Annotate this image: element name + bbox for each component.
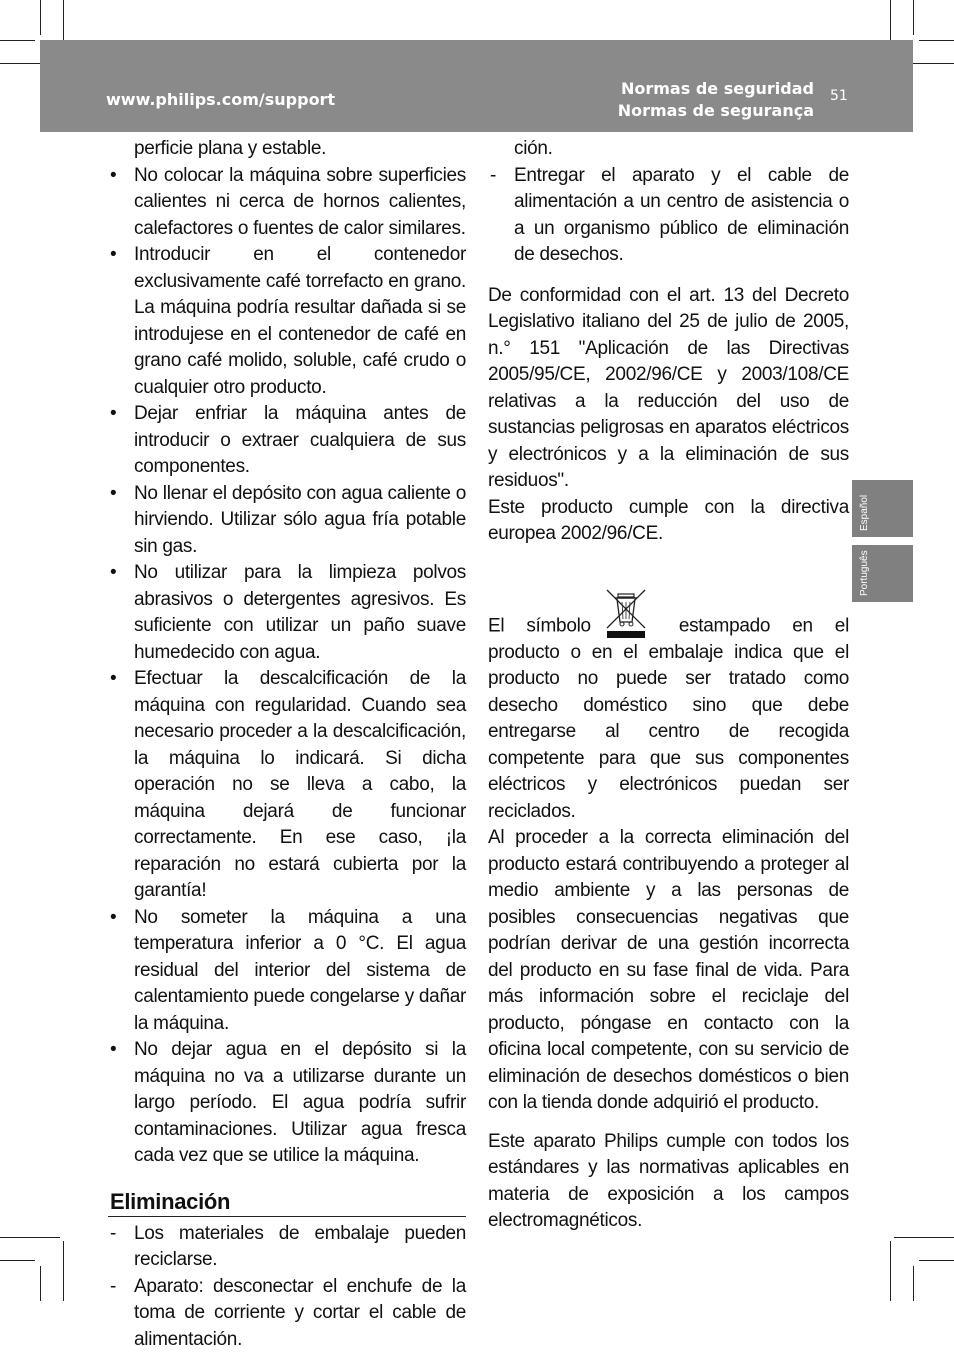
list-item-text: No colocar la máquina sobre superficies calientes ni cerca de hornos calientes, calefactores o fuentes de calor similares. <box>134 165 466 239</box>
weee-bin-icon <box>601 586 651 640</box>
list-item-text: Introducir en el contenedor exclusivamente café torrefacto en grano. La máquina podría resultar dañada si se introdujese en el contenedor de café en grano café molido, soluble, café crudo o cualquier otro producto. <box>134 244 466 398</box>
tab-label: Português <box>859 550 870 596</box>
tab-espanol <box>852 480 913 537</box>
list-marker: • <box>110 401 116 428</box>
bullet-item <box>108 163 466 243</box>
crop-mark <box>913 1266 914 1301</box>
list-marker: - <box>110 1221 116 1248</box>
list-marker: • <box>110 481 116 508</box>
disposal-list-cont <box>488 163 849 269</box>
list-item-text: No utilizar para la limpieza polvos abrasivos o detergentes agresivos. Es suficiente con utilizar un paño suave humedecido con agua. <box>134 562 466 663</box>
crop-mark <box>913 0 914 35</box>
dash-item <box>488 163 849 269</box>
tab-portugues <box>852 545 913 602</box>
left-column <box>108 136 466 1353</box>
list-marker: - <box>110 1274 116 1301</box>
crop-mark <box>0 40 35 41</box>
header-title-es: Normas de seguridad <box>618 78 814 100</box>
dash-item <box>108 1221 466 1274</box>
crop-mark <box>919 1260 954 1261</box>
continuation-text: perficie plana y estable. <box>108 136 466 163</box>
list-marker: • <box>110 560 116 587</box>
dash-item <box>108 1274 466 1353</box>
symbol-text-end: estampado en el producto o en el embalaje indica que el producto no puede ser tratado como desecho doméstico sino que debe entregarse al centro de recogida competente para que sus componentes eléctricos y electrónicos puedan ser reciclados. <box>488 615 849 822</box>
bullet-item <box>108 481 466 561</box>
crop-mark <box>0 1237 60 1238</box>
bullet-item <box>108 905 466 1038</box>
section-title: Eliminación <box>108 1188 466 1217</box>
list-item-text: Dejar enfriar la máquina antes de introducir o extraer cualquiera de sus componentes. <box>134 403 466 477</box>
crop-mark <box>890 1241 891 1301</box>
list-marker: • <box>110 905 116 932</box>
page-number: 51 <box>830 88 848 104</box>
header-title <box>618 78 814 122</box>
list-marker: • <box>110 163 116 190</box>
list-item-text: Los materiales de embalaje pueden reciclarse. <box>134 1223 466 1271</box>
tab-label: Español <box>859 495 870 531</box>
bullet-item <box>108 560 466 666</box>
list-item-text: No someter la máquina a una temperatura inferior a 0 °C. El agua residual del interior del sistema de calentamiento puede congelarse y dañar la máquina. <box>134 907 466 1034</box>
continuation-text: ción. <box>488 136 849 163</box>
crop-mark <box>63 1241 64 1301</box>
crop-mark <box>0 1260 35 1261</box>
right-column <box>488 136 849 1235</box>
crop-mark <box>40 0 41 35</box>
list-item-text: Aparato: desconectar el enchufe de la toma de corriente y cortar el cable de alimentación. <box>134 1276 466 1350</box>
paragraph-decree: De conformidad con el art. 13 del Decreto Legislativo italiano del 25 de julio de 2005, n.° 151 "Aplicación de las Directivas 2005/95/CE, 2002/96/CE y 2003/108/CE relativas a la reducción del uso de sustancias peligrosas en aparatos eléctricos y electrónicos y a la eliminación de sus residuos". <box>488 283 849 495</box>
list-item-text: Efectuar la descalcificación de la máquina con regularidad. Cuando sea necesario proceder a la descalcificación, la máquina lo indicará. Si dicha operación no se lleva a cabo, la máquina dejará de funcionar correctamente. En ese caso, ¡la reparación no estará cubierta por la garantía! <box>134 668 466 901</box>
disposal-list <box>108 1221 466 1353</box>
list-item-text: Entregar el aparato y el cable de alimentación a un centro de asistencia o a un organismo público de eliminación de desechos. <box>514 165 849 266</box>
bullet-item <box>108 1037 466 1170</box>
bullet-item <box>108 666 466 905</box>
support-url: www.philips.com/support <box>106 90 335 109</box>
list-marker: - <box>490 163 496 190</box>
header-title-pt: Normas de segurança <box>618 100 814 122</box>
safety-list <box>108 163 466 1170</box>
list-item-text: No llenar el depósito con agua caliente o hirviendo. Utilizar sólo agua fría potable sin gas. <box>134 483 466 557</box>
list-marker: • <box>110 666 116 693</box>
paragraph-environment: Al proceder a la correcta eliminación del producto estará contribuyendo a proteger al medio ambiente y a las personas de posibles consecuencias negativas que podrían derivar de una gestión incorrecta del producto en su fase final de vida. Para más información sobre el reciclaje del producto, póngase en contacto con la oficina local competente, con su servicio de eliminación de desechos domésticos o bien con la tienda donde adquirió el producto. <box>488 825 849 1117</box>
list-marker: • <box>110 242 116 269</box>
crop-mark <box>919 40 954 41</box>
paragraph-emf: Este aparato Philips cumple con todos los estándares y las normativas aplicables en materia de exposición a los campos electromagnéticos. <box>488 1129 849 1235</box>
list-item-text: No dejar agua en el depósito si la máquina no va a utilizarse durante un largo período. El agua podría sufrir contaminaciones. Utilizar agua fresca cada vez que se utilice la máquina. <box>134 1039 466 1166</box>
crop-mark <box>894 1237 954 1238</box>
bullet-item <box>108 242 466 401</box>
paragraph-symbol <box>488 586 849 826</box>
bullet-item <box>108 401 466 481</box>
list-marker: • <box>110 1037 116 1064</box>
crop-mark <box>40 1266 41 1301</box>
page-header <box>40 40 913 132</box>
symbol-text-start: El símbolo <box>488 615 591 636</box>
paragraph-directive: Este producto cumple con la directiva europea 2002/96/CE. <box>488 495 849 548</box>
